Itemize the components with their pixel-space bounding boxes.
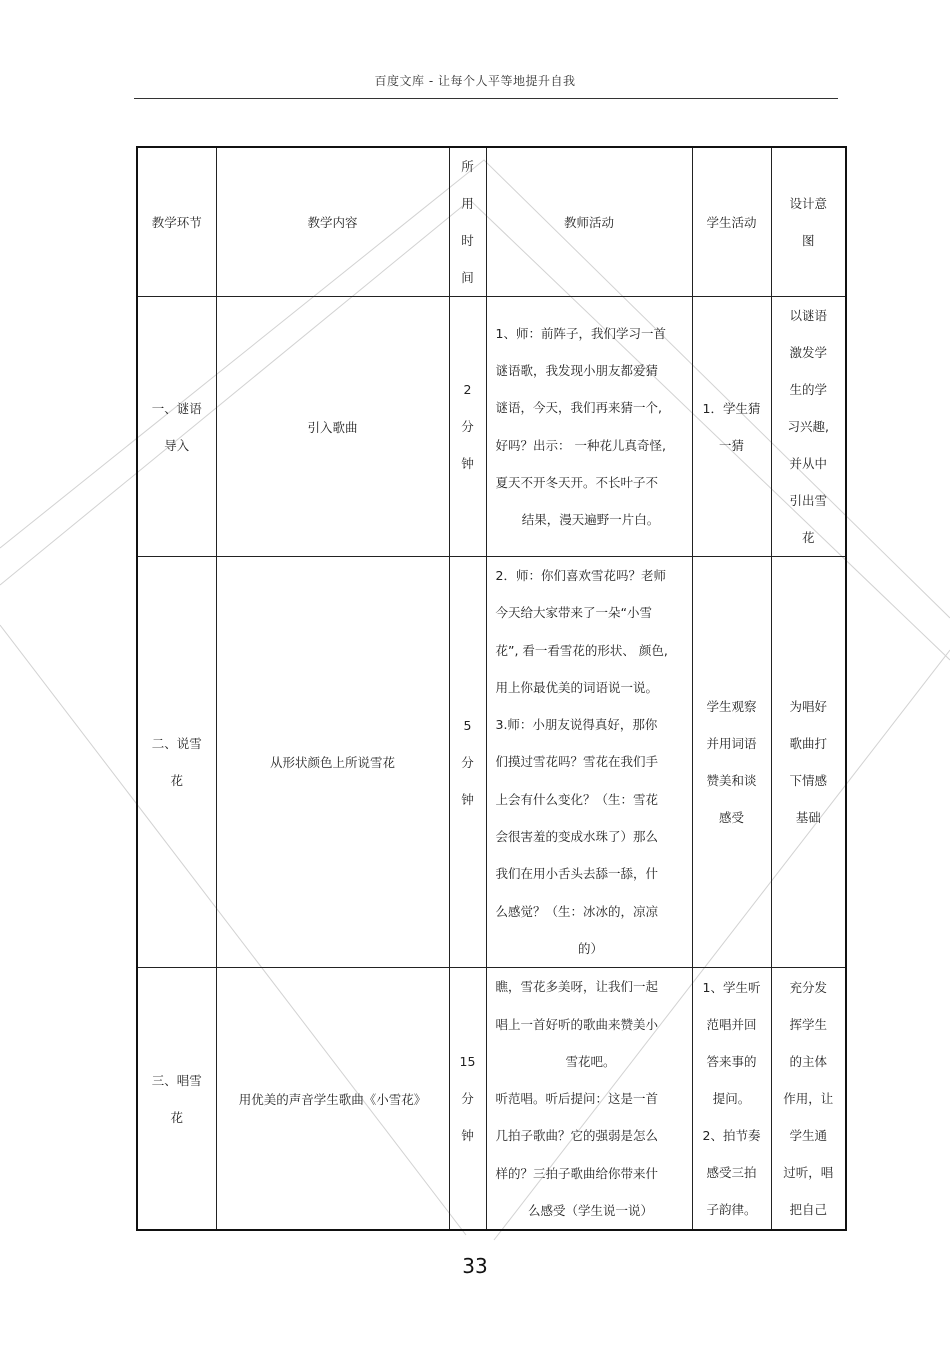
content-cell: 引入歌曲 (216, 297, 449, 557)
student-activity-cell: 1、学生听 范唱并回 答来事的 提问。 2、拍节奏 感受三拍 子韵律。 (692, 968, 771, 1231)
lesson-plan-table (136, 146, 847, 1231)
activity-line: 3.师：小朋友说得真好，那你 (495, 717, 658, 733)
activity-line: 结果，漫天遍野一片白。 (521, 512, 660, 528)
header-content: 教学内容 (216, 147, 449, 297)
table-header-row (137, 147, 846, 297)
activity-line: 唱上一首好听的歌曲来赞美小 (495, 1016, 659, 1032)
activity-line: 样的？三拍子歌曲给你带来什 (495, 1165, 659, 1181)
table-row (137, 297, 846, 557)
teacher-activity-cell (486, 557, 692, 968)
activity-line: 瞧，雪花多美呀，让我们一起 (495, 979, 659, 995)
activity-line: 会很害羞的变成水珠了）那么 (495, 829, 659, 845)
activity-line: 雪花吧。 (565, 1053, 616, 1069)
stage-cell: 三、唱雪 花 (137, 968, 216, 1231)
header-teacher: 教师活动 (486, 147, 692, 297)
activity-line: 我们在用小舌头去舔一舔，什 (495, 866, 659, 882)
activity-line: 谜语歌，我发现小朋友都爱猜 (495, 362, 659, 378)
student-activity-cell: 1．学生猜 一猜 (692, 297, 771, 557)
time-cell: 15 分 钟 (449, 968, 486, 1231)
content-cell: 从形状颜色上所说雪花 (216, 557, 449, 968)
stage-cell: 二、说雪 花 (137, 557, 216, 968)
header-intent: 设计意 图 (771, 147, 846, 297)
page-header: 百度文库 - 让每个人平等地提升自我 (374, 74, 576, 88)
content-cell: 用优美的声音学生歌曲《小雪花》 (216, 968, 449, 1231)
activity-line: 好吗？出示： 一种花儿真奇怪, (495, 437, 666, 453)
header-stage: 教学环节 (137, 147, 216, 297)
teacher-activity-cell (486, 297, 692, 557)
activity-line: 上会有什么变化？（生：雪花 (495, 791, 659, 807)
activity-line: 用上你最优美的词语说一说。 (495, 679, 659, 695)
design-intent-cell: 以谜语 激发学 生的学 习兴趣, 并从中 引出雪 花 (771, 297, 846, 557)
stage-cell: 一、谜语 导入 (137, 297, 216, 557)
activity-line: 们摸过雪花吗？雪花在我们手 (495, 754, 659, 770)
activity-line: 今天给大家带来了一朵“小雪 (495, 605, 652, 621)
header-student: 学生活动 (692, 147, 771, 297)
student-activity-cell: 学生观察 并用词语 赞美和谈 感受 (692, 557, 771, 968)
activity-line: 花”, 看一看雪花的形状、 颜色, (495, 642, 668, 658)
time-cell: 5 分 钟 (449, 557, 486, 968)
activity-line: 2．师：你们喜欢雪花吗？老师 (495, 568, 666, 583)
page-number: 33 (462, 1254, 488, 1278)
header-rule (134, 98, 838, 99)
activity-line: 夏天不开冬天开。不长叶子不 (495, 474, 659, 490)
header-time: 所 用 时 间 (449, 147, 486, 297)
time-cell: 2 分 钟 (449, 297, 486, 557)
activity-line: 的） (577, 940, 603, 956)
activity-line: 么感觉？（生：冰冰的，凉凉 (495, 903, 659, 919)
table-row (137, 968, 846, 1231)
design-intent-cell: 为唱好 歌曲打 下情感 基础 (771, 557, 846, 968)
activity-line: 听范唱。听后提问：这是一首 (495, 1091, 659, 1107)
activity-line: 几拍子歌曲？它的强弱是怎么 (495, 1128, 659, 1144)
activity-line: 谜语，今天，我们再来猜一个, (495, 400, 662, 416)
activity-line: 1、师：前阵子，我们学习一首 (495, 325, 666, 341)
table-row (137, 557, 846, 968)
activity-line: 么感受（学生说一说） (527, 1203, 653, 1219)
design-intent-cell: 充分发 挥学生 的主体 作用，让 学生通 过听，唱 把自己 (771, 968, 846, 1231)
teacher-activity-cell (486, 968, 692, 1231)
